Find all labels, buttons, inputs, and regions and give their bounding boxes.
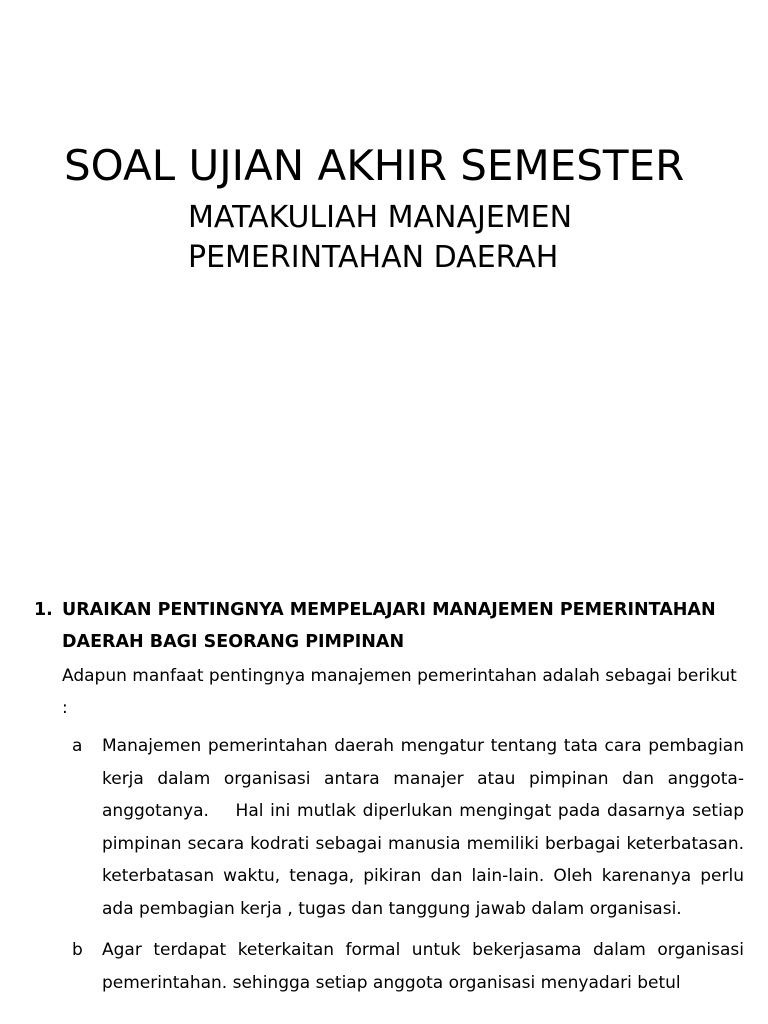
list-item-marker: b: [72, 940, 83, 960]
question-1: [34, 594, 750, 1008]
list-item-text: Manajemen pemerintahan daerah mengatur tentang tata cara pembagian kerja dalam organisasi antara manajer atau pimpinan dan anggota-anggotanya. Hal ini mutlak diperlukan mengingat pada dasarnya setiap pimpinan secara kodrati sebagai manusia memiliki berbagai keterbatasan. keterbatasan waktu, tenaga, pikiran dan lain-lain. Oleh karenanya perlu ada pembagian kerja , tugas dan tanggung jawab dalam organisasi.: [102, 736, 750, 919]
subtitle-line-2: PEMERINTAHAN DAERAH: [188, 240, 559, 275]
question-number: 1.: [34, 600, 53, 620]
list-item-text: Agar terdapat keterkaitan formal untuk bekerjasama dalam organisasi pemerintahan. sehingga setiap anggota organisasi menyadari betul: [102, 940, 744, 993]
slide-subtitle: [188, 198, 748, 278]
subtitle-line-1: MATAKULIAH MANAJEMEN: [188, 200, 573, 235]
list-item: [62, 730, 750, 925]
answer-intro: Adapun manfaat pentingnya manajemen pemerintahan adalah sebagai berikut :: [62, 666, 737, 718]
question-heading: [34, 594, 744, 658]
answer-list: [62, 730, 750, 999]
question-heading-text: URAIKAN PENTINGNYA MEMPELAJARI MANAJEMEN PEMERINTAHAN DAERAH BAGI SEORANG PIMPINAN: [62, 600, 716, 652]
slide-title: SOAL UJIAN AKHIR SEMESTER: [64, 141, 685, 190]
list-item-marker: a: [72, 736, 83, 756]
list-item: [62, 934, 744, 999]
